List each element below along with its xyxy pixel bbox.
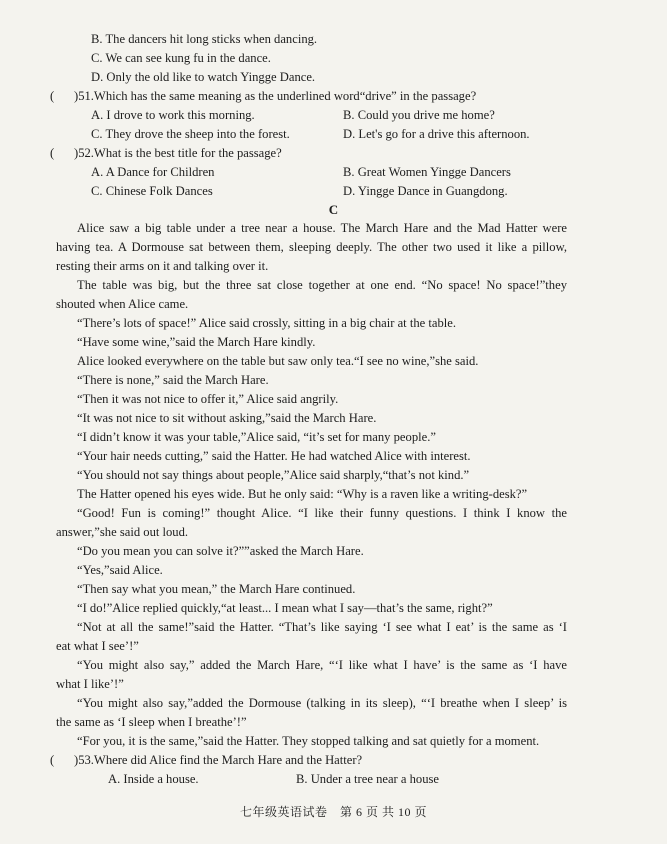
passage-line: “You might also say,” added the March Hare, “‘I like what I have’ is the same as ‘I have bbox=[77, 658, 567, 672]
passage-line: “There is none,” said the March Hare. bbox=[77, 373, 269, 387]
answer-bracket[interactable]: ( bbox=[50, 146, 55, 160]
passage-line: Alice saw a big table under a tree near a house. The March Hare and the Mad Hatter were bbox=[77, 221, 567, 235]
q51-option-c: C. They drove the sheep into the forest. bbox=[91, 127, 290, 141]
question-52-stem: )52.What is the best title for the passage? bbox=[74, 146, 282, 160]
passage-line: the same as ‘I sleep when I breathe’!” bbox=[56, 715, 247, 729]
passage-line: “Then say what you mean,” the March Hare continued. bbox=[77, 582, 356, 596]
question-53 bbox=[50, 752, 362, 769]
passage-line: “Have some wine,”said the March Hare kindly. bbox=[77, 335, 316, 349]
passage-line: resting their arms on it and talking over it. bbox=[56, 259, 269, 273]
passage-line: “You might also say,”added the Dormouse (talking in its sleep), “‘I breathe when I sleep’ is bbox=[77, 696, 567, 710]
section-label: C bbox=[328, 202, 339, 217]
passage-line: “Yes,”said Alice. bbox=[77, 563, 163, 577]
question-51 bbox=[50, 88, 476, 105]
q52-option-d: D. Yingge Dance in Guangdong. bbox=[343, 184, 508, 198]
passage-line: “Then it was not nice to offer it,” Alice said angrily. bbox=[77, 392, 339, 406]
passage-line: The table was big, but the three sat close together at one end. “No space! No space!”they bbox=[77, 278, 567, 292]
q53-option-a: A. Inside a house. bbox=[108, 772, 199, 786]
question-52 bbox=[50, 145, 282, 162]
passage-line: The Hatter opened his eyes wide. But he only said: “Why is a raven like a writing-desk?” bbox=[77, 487, 528, 501]
page-footer: 七年级英语试卷 第 6 页 共 10 页 bbox=[239, 805, 427, 819]
q52-option-a: A. A Dance for Children bbox=[91, 165, 215, 179]
passage-line: having tea. A Dormouse sat between them, sleeping deeply. The other two used it like a pillow, bbox=[56, 240, 567, 254]
question-51-stem: )51.Which has the same meaning as the underlined word“drive” in the passage? bbox=[74, 89, 477, 103]
q51-option-a: A. I drove to work this morning. bbox=[91, 108, 255, 122]
q52-option-c: C. Chinese Folk Dances bbox=[91, 184, 213, 198]
passage-line: “I didn’t know it was your table,”Alice said, “it’s set for many people.” bbox=[77, 430, 436, 444]
passage-line: “It was not nice to sit without asking,”said the March Hare. bbox=[77, 411, 377, 425]
option-c-prev: C. We can see kung fu in the dance. bbox=[91, 51, 271, 65]
answer-bracket[interactable]: ( bbox=[50, 89, 55, 103]
passage-line: “Good! Fun is coming!” thought Alice. “I like their funny questions. I think I know the bbox=[77, 506, 567, 520]
option-d-prev: D. Only the old like to watch Yingge Dance. bbox=[91, 70, 316, 84]
passage-line: “There’s lots of space!” Alice said crossly, sitting in a big chair at the table. bbox=[77, 316, 456, 330]
passage-line: “I do!”Alice replied quickly,“at least... I mean what I say—that’s the same, right?” bbox=[77, 601, 493, 615]
answer-bracket[interactable]: ( bbox=[50, 753, 55, 767]
passage-line: what I like’!” bbox=[56, 677, 124, 691]
q52-option-b: B. Great Women Yingge Dancers bbox=[343, 165, 511, 179]
passage-line: eat what I see’!” bbox=[56, 639, 139, 653]
q53-option-b: B. Under a tree near a house bbox=[296, 772, 440, 786]
passage-line: “Not at all the same!”said the Hatter. “That’s like saying ‘I see what I eat’ is the same as ‘I bbox=[77, 620, 567, 634]
passage-line: shouted when Alice came. bbox=[56, 297, 189, 311]
question-53-stem: )53.Where did Alice find the March Hare and the Hatter? bbox=[74, 753, 363, 767]
q51-option-b: B. Could you drive me home? bbox=[343, 108, 495, 122]
option-b-prev: B. The dancers hit long sticks when dancing. bbox=[91, 32, 318, 46]
q51-option-d: D. Let's go for a drive this afternoon. bbox=[343, 127, 530, 141]
passage-line: “Your hair needs cutting,” said the Hatter. He had watched Alice with interest. bbox=[77, 449, 471, 463]
passage-line: Alice looked everywhere on the table but saw only tea.“I see no wine,”she said. bbox=[77, 354, 479, 368]
passage-line: “For you, it is the same,”said the Hatter. They stopped talking and sat quietly for a moment. bbox=[77, 734, 540, 748]
passage-line: answer,”she said out loud. bbox=[56, 525, 189, 539]
passage-line: “Do you mean you can solve it?””asked the March Hare. bbox=[77, 544, 364, 558]
passage-line: “You should not say things about people,”Alice said sharply,“that’s not kind.” bbox=[77, 468, 470, 482]
